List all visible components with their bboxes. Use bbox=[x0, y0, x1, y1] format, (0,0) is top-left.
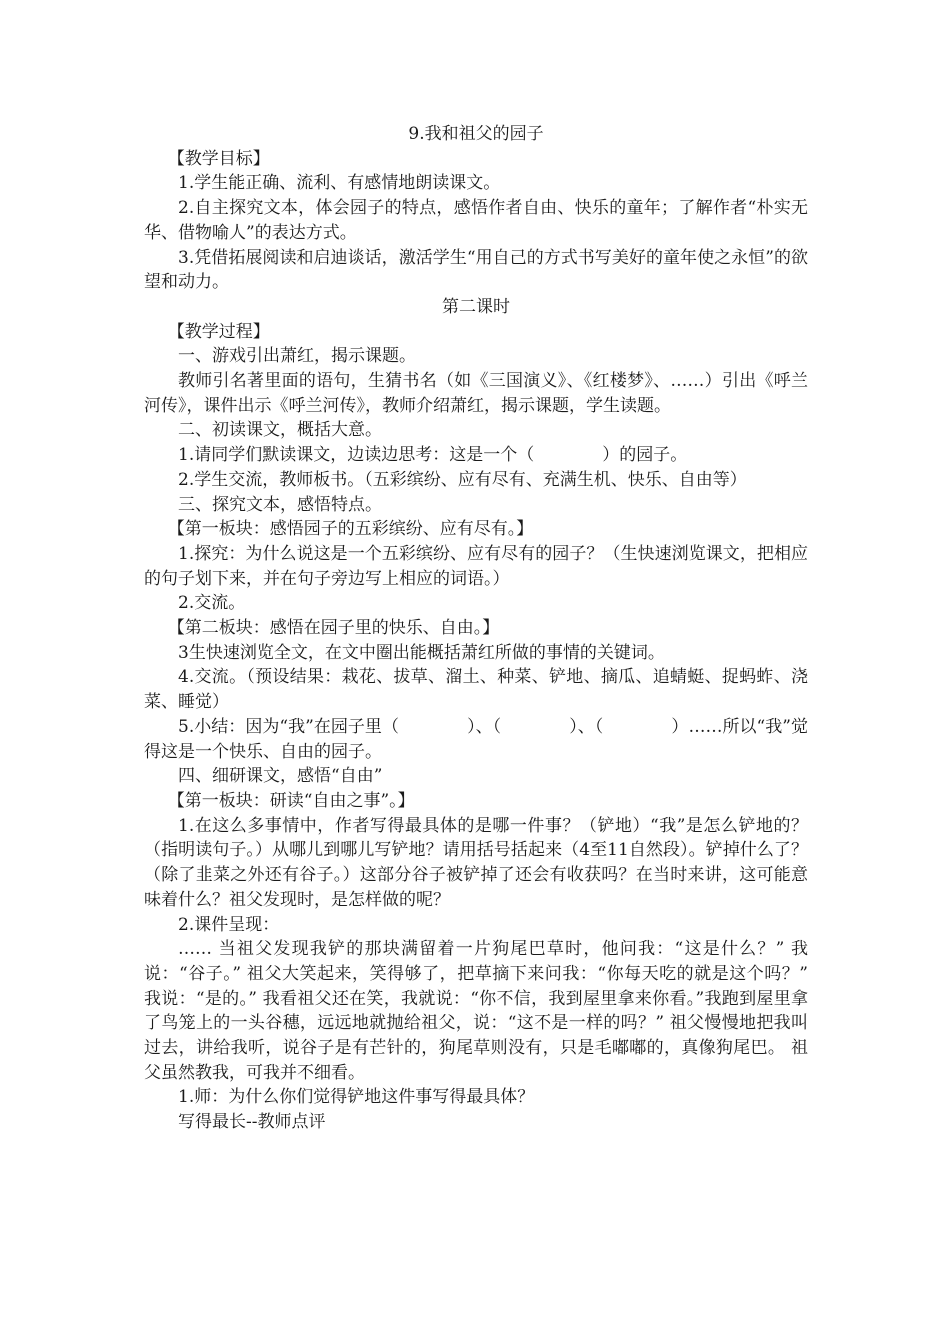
process-heading: 【教学过程】 bbox=[167, 321, 270, 342]
section-4-heading: 四、细研课文，感悟“自由” bbox=[178, 766, 383, 787]
section-2-item-2: 2.学生交流，教师板书。（五彩缤纷、应有尽有、充满生机、快乐、自由等） bbox=[178, 469, 747, 490]
document-page bbox=[144, 122, 808, 1135]
block-1-heading: 【第一板块：感悟园子的五彩缤纷、应有尽有。】 bbox=[167, 519, 534, 540]
section-2-item-1: 1.请同学们默读课文，边读边思考：这是一个（ ）的园子。 bbox=[178, 445, 688, 466]
question-1: 1.师：为什么你们觉得铲地这件事写得最具体？ bbox=[178, 1087, 535, 1108]
lesson-period: 第二课时 bbox=[442, 296, 510, 317]
goal-2: 2.自主探究文本，体会园子的特点，感悟作者自由、快乐的童年；了解作者“朴实无华、借物喻人”的表达方式。 bbox=[144, 198, 808, 243]
lesson-title: 9.我和祖父的园子 bbox=[408, 124, 544, 144]
block-3-item-2: 2.课件呈现： bbox=[178, 914, 280, 935]
goal-1: 1.学生能正确、流利、有感情地朗读课文。 bbox=[178, 173, 501, 194]
block-2-item-3: 3生快速浏览全文，在文中圈出能概括萧红所做的事情的关键词。 bbox=[178, 642, 665, 663]
question-1-answer: 写得最长--教师点评 bbox=[178, 1112, 326, 1133]
section-3-heading: 三、探究文本，感悟特点。 bbox=[178, 494, 382, 515]
section-1-heading: 一、游戏引出萧红，揭示课题。 bbox=[178, 346, 416, 367]
block-3-item-1: 1.在这么多事情中，作者写得最具体的是哪一件事？（铲地）“我”是怎么铲地的？（指明读句子。）从哪儿到哪儿写铲地？请用括号括起来（4至11自然段）。铲掉什么了？（除了韭菜之外还有谷子。）这部分谷子被铲掉了还会有收获吗？在当时来讲，这可能意味着什么？祖父发现时，是怎样做的呢？ bbox=[144, 815, 808, 910]
block-2-item-4: 4.交流。（预设结果：栽花、拔草、溜土、种菜、铲地、摘瓜、追蜻蜓、捉蚂蚱、浇菜、睡觉） bbox=[144, 667, 808, 713]
block-1-item-2: 2.交流。 bbox=[178, 593, 246, 614]
section-2-heading: 二、初读课文，概括大意。 bbox=[178, 420, 382, 441]
section-1-paragraph: 教师引名著里面的语句，生猜书名（如《三国演义》、《红楼梦》、……）引出《呼兰河传》，课件出示《呼兰河传》，教师介绍萧红，揭示课题，学生读题。 bbox=[144, 371, 808, 416]
block-3-heading: 【第一板块：研读“自由之事”。】 bbox=[167, 790, 415, 811]
block-1-item-1: 1.探究：为什么说这是一个五彩缤纷、应有尽有的园子？（生快速浏览课文，把相应的句子划下来，并在句子旁边写上相应的词语。） bbox=[144, 543, 808, 589]
block-2-heading: 【第二板块：感悟在园子里的快乐、自由。】 bbox=[167, 618, 500, 639]
courseware-quote: …… 当祖父发现我铲的那块满留着一片狗尾巴草时，他问我：“这是什么？” 我说：“谷子。” 祖父大笑起来，笑得够了，把草摘下来问我：“你每天吃的就是这个吗？” 我说：“是的。” 我看祖父还在笑，我就说：“你不信，我到屋里拿来你看。”我跑到屋里拿了鸟笼上的一头谷穗，远远地就抛给祖父，说：“这不是一样的吗？” 祖父慢慢地把我叫过去，讲给我听，说谷子是有芒针的，狗尾草则没有，只是毛嘟嘟的，真像狗尾巴。 祖父虽然教我，可我并不细看。 bbox=[144, 939, 808, 1083]
goal-3: 3.凭借拓展阅读和启迪谈话，激活学生“用自己的方式书写美好的童年使之永恒”的欲望和动力。 bbox=[144, 247, 808, 293]
block-2-item-5: 5.小结：因为“我”在园子里（ ）、（ ）、（ ）……所以“我”觉得这是一个快乐、自由的园子。 bbox=[144, 716, 808, 762]
goals-heading: 【教学目标】 bbox=[167, 148, 270, 169]
